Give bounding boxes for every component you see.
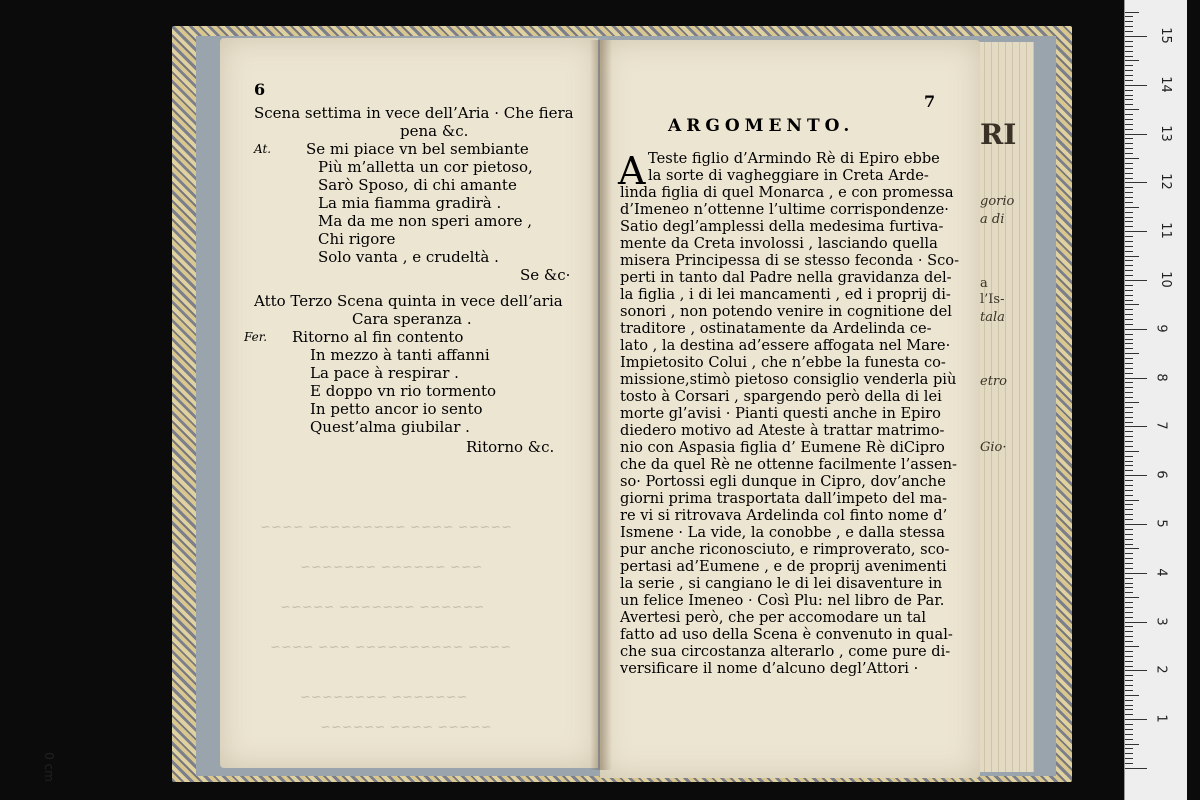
ruler-tick: [1125, 158, 1139, 159]
ruler-tick: [1125, 446, 1133, 447]
next-leaf-text: l’Is-: [980, 292, 1005, 307]
ruler-tick: [1125, 539, 1133, 540]
ruler-tick: [1125, 646, 1139, 647]
paragraph-line: la figlia , i di lei mancamenti , ed i proprij di-: [620, 286, 951, 303]
ruler-tick: [1125, 197, 1133, 198]
ruler-tick: [1125, 251, 1133, 252]
ruler-number: 10: [1157, 271, 1173, 288]
paragraph-line: morte gl’avisi · Pianti questi anche in Epiro: [620, 405, 941, 422]
verse-ending: Ritorno &c.: [466, 438, 555, 456]
ruler-tick: [1125, 685, 1133, 686]
paragraph-line: pur anche riconosciuto, e rimproverato, sco-: [620, 541, 950, 558]
ruler-tick: [1125, 192, 1133, 193]
ruler-tick: [1125, 607, 1133, 608]
ruler-tick: [1125, 661, 1133, 662]
ruler-tick: [1125, 148, 1133, 149]
ruler-tick: [1125, 212, 1133, 213]
ruler-tick: [1125, 124, 1133, 125]
paragraph-line: che da quel Rè ne ottenne facilmente l’assen-: [620, 456, 957, 473]
ruler-tick: [1125, 597, 1139, 598]
ruler-tick: [1125, 51, 1133, 52]
ruler-tick: [1125, 304, 1139, 305]
ruler-tick: [1125, 295, 1133, 296]
ruler-tick: [1125, 256, 1139, 257]
paragraph-line: sonori , non potendo venire in cognitione del: [620, 303, 952, 320]
ruler-number: 14: [1157, 76, 1173, 93]
ruler-tick: [1125, 163, 1133, 164]
verse-line: Sarò Sposo, di chi amante: [318, 176, 517, 194]
verse-ending: Se &c·: [520, 266, 571, 284]
ruler-tick: [1125, 719, 1147, 720]
paragraph-line: traditore , ostinatamente da Ardelinda ce-: [620, 320, 932, 337]
scene-intro: Scena settima in vece dell’Aria · Che fiera: [254, 104, 574, 122]
measurement-ruler: [1124, 0, 1187, 800]
verse-line: Più m’alletta un cor pietoso,: [318, 158, 533, 176]
ruler-tick: [1125, 753, 1133, 754]
ruler-tick: [1125, 138, 1133, 139]
ruler-number: 13: [1157, 124, 1173, 142]
next-leaf-text: Gio·: [980, 440, 1007, 455]
ruler-tick: [1125, 241, 1133, 242]
paragraph-line: Teste figlio d’Armindo Rè di Epiro ebbe: [648, 150, 940, 167]
ruler-tick: [1125, 343, 1133, 344]
verse-line: Ritorno al fin contento: [292, 328, 464, 346]
paragraph-line: perti in tanto dal Padre nella gravidanza del-: [620, 269, 952, 286]
ruler-unit-label: 0 cm: [41, 752, 56, 782]
ruler-tick: [1125, 514, 1133, 515]
ruler-tick: [1125, 95, 1133, 96]
ruler-number: 3: [1153, 616, 1169, 626]
ruler-tick: [1125, 558, 1133, 559]
ruler-tick: [1125, 182, 1147, 183]
ruler-tick: [1125, 339, 1133, 340]
ruler-tick: [1125, 626, 1133, 627]
ruler-tick: [1125, 436, 1133, 437]
ruler-tick: [1125, 578, 1133, 579]
verse-line: Solo vanta , e crudeltà .: [318, 248, 499, 266]
ruler-tick: [1125, 651, 1133, 652]
ruler-tick: [1125, 729, 1133, 730]
next-leaves: [978, 42, 1034, 772]
ruler-tick: [1125, 378, 1147, 379]
verse-line: In petto ancor io sento: [310, 400, 483, 418]
ruler-tick: [1125, 544, 1133, 545]
bleed-through-mark: ~~~~~~ ~~~~~~~ ~~~~~: [280, 600, 485, 615]
ruler-tick: [1125, 470, 1133, 471]
ruler-tick: [1125, 724, 1133, 725]
ruler-number: 9: [1153, 324, 1169, 333]
verse-line: La mia fiamma gradirà .: [318, 194, 502, 212]
ruler-tick: [1125, 324, 1133, 325]
paragraph-line: missione,stimò pietoso consiglio venderla più: [620, 371, 957, 388]
ruler-tick: [1125, 504, 1133, 505]
page-number-left: 6: [254, 80, 266, 99]
ruler-tick: [1125, 690, 1133, 691]
next-leaf-text: etro: [980, 374, 1007, 389]
ruler-tick: [1125, 456, 1133, 457]
paragraph-line: giorni prima trasportata dall’impeto del ma-: [620, 490, 948, 507]
verse-line: Ma da me non speri amore ,: [318, 212, 533, 230]
ruler-tick: [1125, 568, 1133, 569]
ruler-tick: [1125, 178, 1133, 179]
ruler-tick: [1125, 231, 1147, 232]
paragraph-line: fatto ad uso della Scena è convenuto in qual-: [620, 626, 953, 643]
ruler-tick: [1125, 358, 1133, 359]
paragraph-line: un felice Imeneo · Così Plu: nel libro de Par.: [620, 592, 945, 609]
ruler-tick: [1125, 758, 1133, 759]
paragraph-line: tosto à Corsari , spargendo però della di lei: [620, 388, 942, 405]
paragraph-line: Ismene · La vide, la conobbe , e dalla stessa: [620, 524, 945, 541]
ruler-tick: [1125, 465, 1133, 466]
book-gutter: [590, 40, 612, 770]
ruler-tick: [1125, 90, 1133, 91]
ruler-tick: [1125, 329, 1147, 330]
ruler-tick: [1125, 36, 1147, 37]
ruler-tick: [1125, 285, 1133, 286]
ruler-tick: [1125, 187, 1133, 188]
paragraph-line: so· Portossi egli dunque in Cipro, dov’anche: [620, 473, 946, 490]
paragraph-line: linda figlia di quel Monarca , e con promessa: [620, 184, 954, 201]
paragraph-line: lato , la destina ad’essere affogata nel Mare·: [620, 337, 951, 354]
ruler-tick: [1125, 461, 1133, 462]
ruler-tick: [1125, 260, 1133, 261]
ruler-tick: [1125, 153, 1133, 154]
ruler-tick: [1125, 21, 1133, 22]
ruler-tick: [1125, 119, 1133, 120]
next-leaf-text: gorio: [980, 194, 1015, 209]
ruler-tick: [1125, 485, 1133, 486]
ruler-tick: [1125, 573, 1147, 574]
ruler-tick: [1125, 109, 1139, 110]
ruler-tick: [1125, 168, 1133, 169]
ruler-number: 7: [1153, 421, 1169, 431]
verse-line: Chi rigore: [318, 230, 396, 248]
ruler-number: 11: [1157, 222, 1173, 239]
ruler-tick: [1125, 26, 1133, 27]
ruler-tick: [1125, 519, 1133, 520]
ruler-tick: [1125, 348, 1133, 349]
ruler-tick: [1125, 363, 1133, 364]
paragraph-line: la sorte di vagheggiare in Creta Arde-: [648, 167, 929, 184]
ruler-tick: [1125, 480, 1133, 481]
ruler-tick: [1125, 422, 1133, 423]
ruler-tick: [1125, 217, 1133, 218]
ruler-tick: [1125, 622, 1147, 623]
next-leaf-text: tala: [980, 310, 1005, 325]
ruler-tick: [1125, 739, 1133, 740]
ruler-tick: [1125, 563, 1133, 564]
ruler-tick: [1125, 441, 1133, 442]
ruler-tick: [1125, 129, 1133, 130]
ruler-tick: [1125, 173, 1133, 174]
paragraph-line: Avertesi però, che per accomodare un tal: [620, 609, 926, 626]
ruler-tick: [1125, 236, 1133, 237]
next-leaf-text: a: [980, 276, 988, 291]
scene-intro: pena &c.: [400, 122, 469, 140]
ruler-tick: [1125, 143, 1133, 144]
ruler-tick: [1125, 666, 1133, 667]
ruler-tick: [1125, 134, 1147, 135]
speaker-label: Fer.: [244, 330, 268, 344]
drop-cap: A: [618, 149, 646, 193]
ruler-tick: [1125, 387, 1133, 388]
ruler-tick: [1125, 290, 1133, 291]
ruler-tick: [1125, 392, 1133, 393]
ruler-tick: [1125, 734, 1133, 735]
ruler-tick: [1125, 202, 1133, 203]
ruler-tick: [1125, 46, 1133, 47]
ruler-tick: [1125, 280, 1147, 281]
verse-line: La pace à respirar .: [310, 364, 459, 382]
ruler-tick: [1125, 529, 1133, 530]
ruler-tick: [1125, 70, 1133, 71]
ruler-tick: [1125, 309, 1133, 310]
ruler-tick: [1125, 509, 1133, 510]
ruler-tick: [1125, 583, 1133, 584]
ruler-number: 4: [1153, 568, 1169, 577]
ruler-tick: [1125, 270, 1133, 271]
ruler-tick: [1125, 656, 1133, 657]
ruler-tick: [1125, 12, 1139, 13]
ruler-tick: [1125, 709, 1133, 710]
section-heading: ARGOMENTO.: [668, 116, 855, 136]
scene-intro: Atto Terzo Scena quinta in vece dell’aria: [254, 292, 563, 310]
ruler-tick: [1125, 475, 1147, 476]
ruler-number: 12: [1157, 173, 1173, 191]
ruler-tick: [1125, 714, 1133, 715]
ruler-tick: [1125, 407, 1133, 408]
bleed-through-mark: ~~~~~ ~~~~ ~~~~~~~~~ ~~~~: [260, 520, 513, 535]
ruler-tick: [1125, 85, 1147, 86]
verse-line: In mezzo à tanti affanni: [310, 346, 490, 364]
ruler-tick: [1125, 612, 1133, 613]
ruler-tick: [1125, 695, 1139, 696]
next-leaf-text: RI: [980, 118, 1017, 151]
ruler-tick: [1125, 670, 1147, 671]
ruler-tick: [1125, 412, 1133, 413]
ruler-number: 6: [1153, 470, 1169, 479]
ruler-tick: [1125, 602, 1133, 603]
ruler-tick: [1125, 700, 1133, 701]
verse-line: Quest’alma giubilar .: [310, 418, 470, 436]
ruler-tick: [1125, 641, 1133, 642]
paragraph-line: diedero motivo ad Ateste à trattar matrimo-: [620, 422, 945, 439]
ruler-tick: [1125, 417, 1133, 418]
ruler-tick: [1125, 490, 1133, 491]
ruler-tick: [1125, 763, 1133, 764]
ruler-tick: [1125, 631, 1133, 632]
paragraph-line: Satio degl’amplessi della medesima furtiva-: [620, 218, 944, 235]
ruler-number: 8: [1153, 372, 1169, 382]
ruler-tick: [1125, 397, 1133, 398]
ruler-tick: [1125, 495, 1133, 496]
ruler-tick: [1125, 675, 1133, 676]
ruler-tick: [1125, 31, 1133, 32]
ruler-number: 5: [1153, 519, 1169, 528]
ruler-tick: [1125, 300, 1133, 301]
paragraph-line: la serie , si cangiano le di lei disaventure in: [620, 575, 943, 592]
ruler-tick: [1125, 275, 1133, 276]
ruler-tick: [1125, 104, 1133, 105]
ruler-tick: [1125, 402, 1139, 403]
ruler-tick: [1125, 382, 1133, 383]
ruler-tick: [1125, 65, 1133, 66]
bleed-through-mark: ~~~ ~~~~~~ ~~~~~~~: [300, 560, 483, 575]
next-leaf-text: a di: [980, 212, 1005, 227]
ruler-tick: [1125, 587, 1133, 588]
ruler-tick: [1125, 226, 1133, 227]
paragraph-line: che sua circostanza alterarlo , come pure di-: [620, 643, 951, 660]
ruler-tick: [1125, 265, 1133, 266]
ruler-tick: [1125, 16, 1133, 17]
ruler-tick: [1125, 548, 1139, 549]
paragraph-line: misera Principessa di se stesso feconda · Sco-: [620, 252, 959, 269]
ruler-tick: [1125, 207, 1139, 208]
page-number-right: 7: [924, 92, 936, 111]
bleed-through-mark: ~~~~~~~ ~~~~~~~~: [300, 690, 468, 705]
ruler-tick: [1125, 41, 1133, 42]
ruler-tick: [1125, 319, 1133, 320]
ruler-number: 2: [1153, 665, 1169, 675]
ruler-tick: [1125, 221, 1133, 222]
ruler-tick: [1125, 617, 1133, 618]
ruler-tick: [1125, 80, 1133, 81]
ruler-tick: [1125, 592, 1133, 593]
verse-line: Se mi piace vn bel sembiante: [306, 140, 529, 158]
ruler-number: 15: [1157, 27, 1173, 44]
bleed-through-mark: ~~~~~ ~~~~ ~~~~~~: [320, 720, 492, 735]
ruler-tick: [1125, 426, 1147, 427]
ruler-tick: [1125, 60, 1139, 61]
paragraph-line: d’Imeneo n’ottenne l’ultime corrispondenze·: [620, 201, 949, 218]
bleed-through-mark: ~~~~ ~~~~~~~~~~ ~~~ ~~~~: [270, 640, 512, 655]
ruler-tick: [1125, 99, 1133, 100]
ruler-tick: [1125, 246, 1133, 247]
ruler-tick: [1125, 334, 1133, 335]
ruler-tick: [1125, 431, 1133, 432]
paragraph-line: mente da Creta involossi , lasciando quella: [620, 235, 938, 252]
ruler-tick: [1125, 705, 1133, 706]
ruler-tick: [1125, 373, 1133, 374]
paragraph-line: Impietosito Colui , che n’ebbe la funesta co-: [620, 354, 946, 371]
ruler-tick: [1125, 353, 1139, 354]
paragraph-line: nio con Aspasia figlia d’ Eumene Rè diCipro: [620, 439, 945, 456]
ruler-tick: [1125, 114, 1133, 115]
scene-intro: Cara speranza .: [352, 310, 472, 328]
ruler-tick: [1125, 680, 1133, 681]
paragraph-line: re vi si ritrovava Ardelinda col finto nome d’: [620, 507, 948, 524]
ruler-tick: [1125, 768, 1147, 769]
ruler-tick: [1125, 748, 1133, 749]
ruler-tick: [1125, 451, 1139, 452]
paragraph-line: pertasi ad’Eumene , e de proprij avenimenti: [620, 558, 947, 575]
ruler-number: 1: [1153, 714, 1169, 723]
ruler-tick: [1125, 534, 1133, 535]
paragraph-line: versificare il nome d’alcuno degl’Attori ·: [620, 660, 919, 677]
ruler-tick: [1125, 524, 1147, 525]
ruler-tick: [1125, 500, 1139, 501]
ruler-tick: [1125, 314, 1133, 315]
ruler-tick: [1125, 75, 1133, 76]
verse-line: E doppo vn rio tormento: [310, 382, 497, 400]
ruler-tick: [1125, 553, 1133, 554]
ruler-tick: [1125, 636, 1133, 637]
ruler-tick: [1125, 368, 1133, 369]
speaker-label: At.: [254, 142, 272, 156]
ruler-tick: [1125, 56, 1133, 57]
ruler-tick: [1125, 744, 1139, 745]
